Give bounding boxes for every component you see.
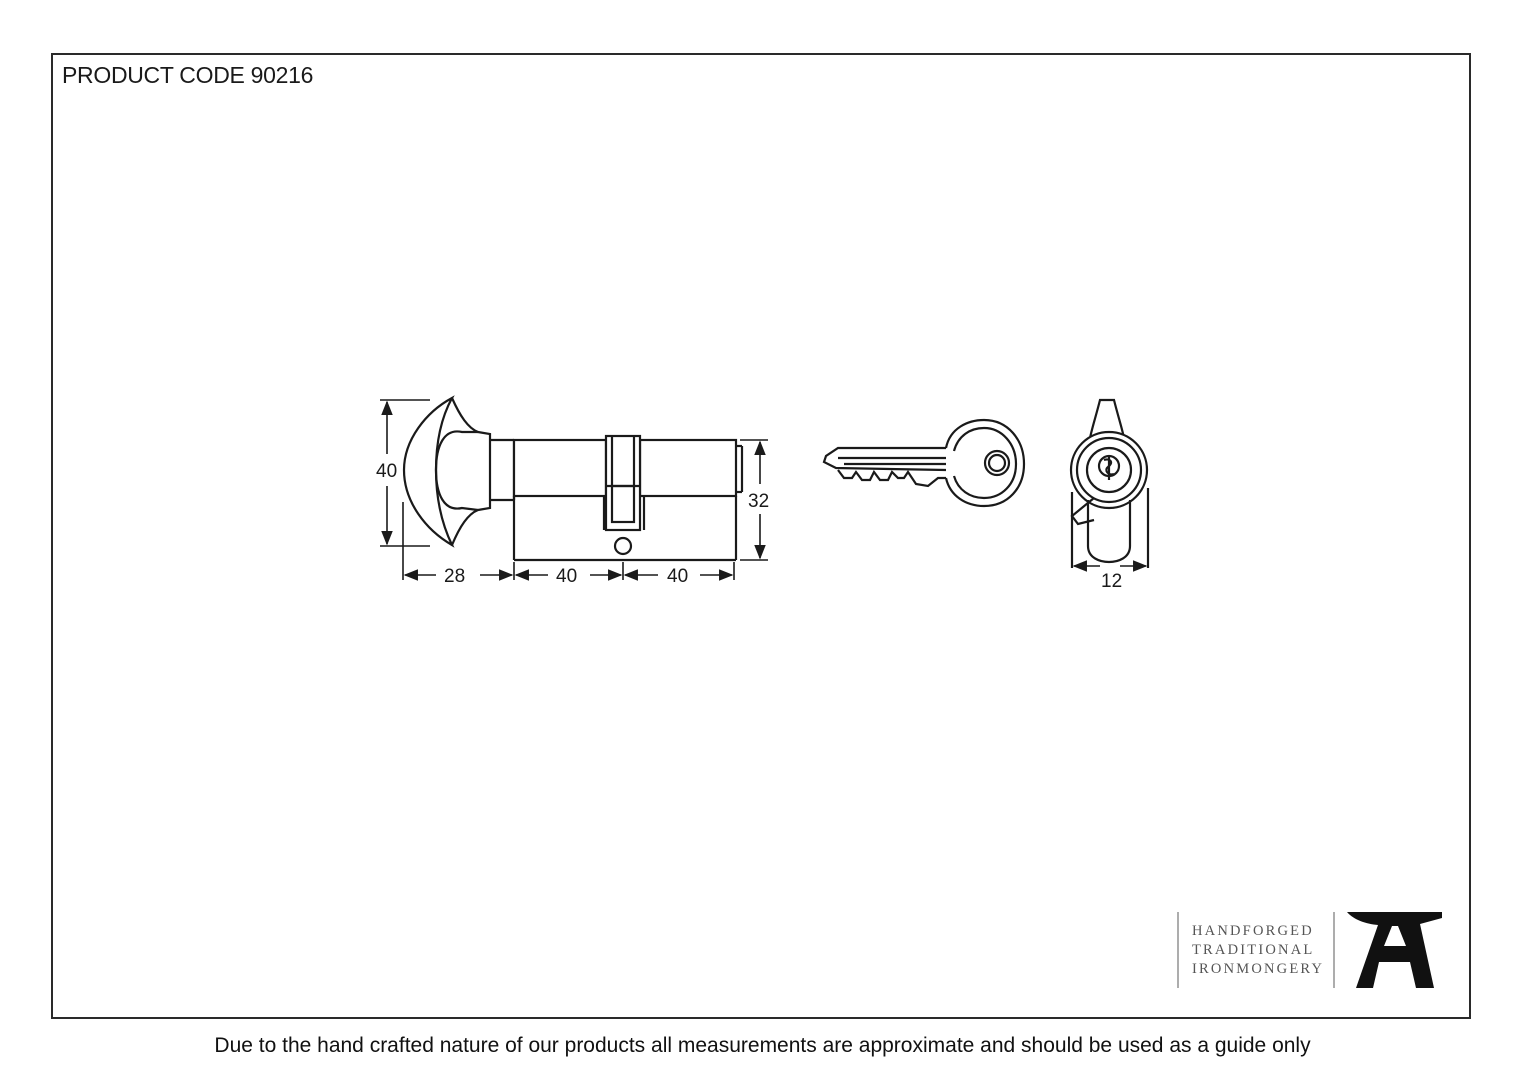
brand-logo bbox=[1178, 912, 1442, 988]
product-code: PRODUCT CODE 90216 bbox=[62, 62, 314, 88]
dim-turn-length-label: 28 bbox=[444, 566, 466, 587]
dim-inside-length-label: 40 bbox=[556, 566, 578, 587]
logo-line-2: TRADITIONAL bbox=[1192, 942, 1315, 958]
fixing-hole bbox=[615, 538, 631, 554]
cam bbox=[606, 436, 640, 530]
dim-cylinder-height-label: 32 bbox=[748, 491, 770, 512]
dim-profile-width-label: 12 bbox=[1101, 571, 1123, 592]
anvil-icon bbox=[1347, 912, 1442, 988]
disclaimer: Due to the hand crafted nature of our products all measurements are approximate and should be used as a guide only bbox=[214, 1034, 1311, 1057]
thumb-turn bbox=[404, 398, 514, 545]
logo-line-1: HANDFORGED bbox=[1192, 923, 1314, 939]
dim-outside-length-label: 40 bbox=[667, 566, 689, 587]
cylinder-profile bbox=[1071, 400, 1148, 568]
dim-turn-height-label: 40 bbox=[376, 461, 398, 482]
logo-line-3: IRONMONGERY bbox=[1192, 961, 1325, 977]
key bbox=[824, 420, 1024, 506]
